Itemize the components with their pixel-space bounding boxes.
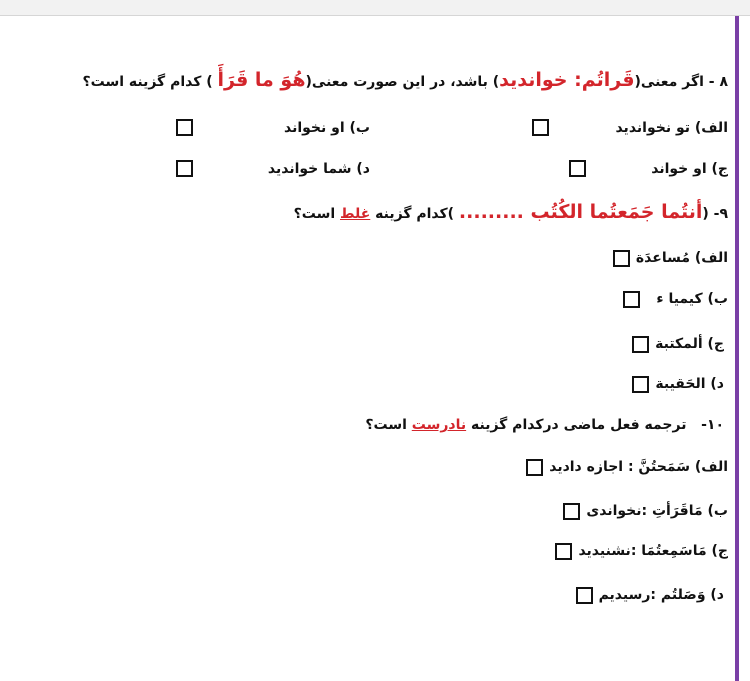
- underlined-word: غلط: [340, 206, 371, 222]
- option-label: د) شما خواندید: [267, 161, 370, 177]
- option-10b[interactable]: [563, 500, 728, 522]
- option-label: ب) او نخواند: [284, 120, 370, 136]
- option-label: ب) مَاقَرَأتِ :نخواندی: [586, 503, 728, 519]
- checkbox[interactable]: [526, 459, 543, 476]
- option-label: الف) سَمَحتُنَّ : اجازه دادید: [549, 459, 728, 475]
- option-label: ج) ألمکتبة: [655, 336, 724, 352]
- text: ) باشد، در این صورت معنی(: [305, 74, 500, 90]
- text: (: [702, 206, 709, 222]
- option-label: د) وَصَلتُم :رسیدیم: [598, 587, 724, 603]
- checkbox[interactable]: [569, 160, 586, 177]
- text: ) کدام گزینه است؟: [82, 74, 218, 90]
- checkbox[interactable]: [632, 336, 649, 353]
- option-10a[interactable]: [526, 456, 728, 478]
- checkbox[interactable]: [176, 160, 193, 177]
- text: اگر معنی(: [634, 74, 704, 90]
- option-label: ج) مَاسَمِعتُمَا :نشنیدید: [578, 543, 728, 559]
- option-8c[interactable]: [651, 158, 728, 180]
- question-10-title: [365, 414, 724, 436]
- option-label: ج) او خواند: [651, 161, 728, 177]
- option-9b[interactable]: [623, 288, 728, 310]
- text: است؟: [293, 206, 341, 222]
- highlight-text: قَراتُم: خواندید: [499, 69, 635, 91]
- option-10d[interactable]: [576, 584, 724, 606]
- checkbox[interactable]: [176, 119, 193, 136]
- option-label: الف) مُساعدَة: [635, 250, 728, 266]
- question-9-title: [294, 201, 728, 225]
- option-label: د) الحَقیبة: [655, 376, 724, 392]
- margin-line: [735, 16, 739, 681]
- checkbox[interactable]: [555, 543, 572, 560]
- question-number: ۹-: [713, 206, 728, 222]
- option-8b[interactable]: [284, 117, 370, 139]
- text: )کدام گزینه: [370, 206, 459, 222]
- option-9a[interactable]: [613, 247, 728, 269]
- checkbox[interactable]: [532, 119, 549, 136]
- option-10c[interactable]: [555, 540, 728, 562]
- highlight-text: هُوَ ما قَرَأَ: [217, 69, 306, 91]
- option-label: ب) کیمیا ء: [656, 291, 728, 307]
- checkbox[interactable]: [563, 503, 580, 520]
- highlight-text: أنتُما جَمَعتُما الکُتُب .........: [458, 201, 703, 223]
- option-8d[interactable]: [268, 158, 370, 180]
- option-label: الف) تو نخواندید: [615, 120, 728, 136]
- option-8a[interactable]: [615, 117, 728, 139]
- question-number: ۸ -: [708, 74, 728, 90]
- checkbox[interactable]: [623, 291, 640, 308]
- question-number: ۱۰-: [701, 417, 724, 433]
- checkbox[interactable]: [576, 587, 593, 604]
- underlined-word: نادرست: [411, 417, 467, 433]
- question-8-title: [83, 69, 729, 93]
- option-9d[interactable]: [632, 373, 724, 395]
- checkbox[interactable]: [613, 250, 630, 267]
- checkbox[interactable]: [632, 376, 649, 393]
- text: است؟: [365, 417, 412, 433]
- option-9c[interactable]: [632, 333, 724, 355]
- text: ترجمه فعل ماضی درکدام گزینه: [466, 417, 687, 433]
- top-bar: [0, 0, 750, 16]
